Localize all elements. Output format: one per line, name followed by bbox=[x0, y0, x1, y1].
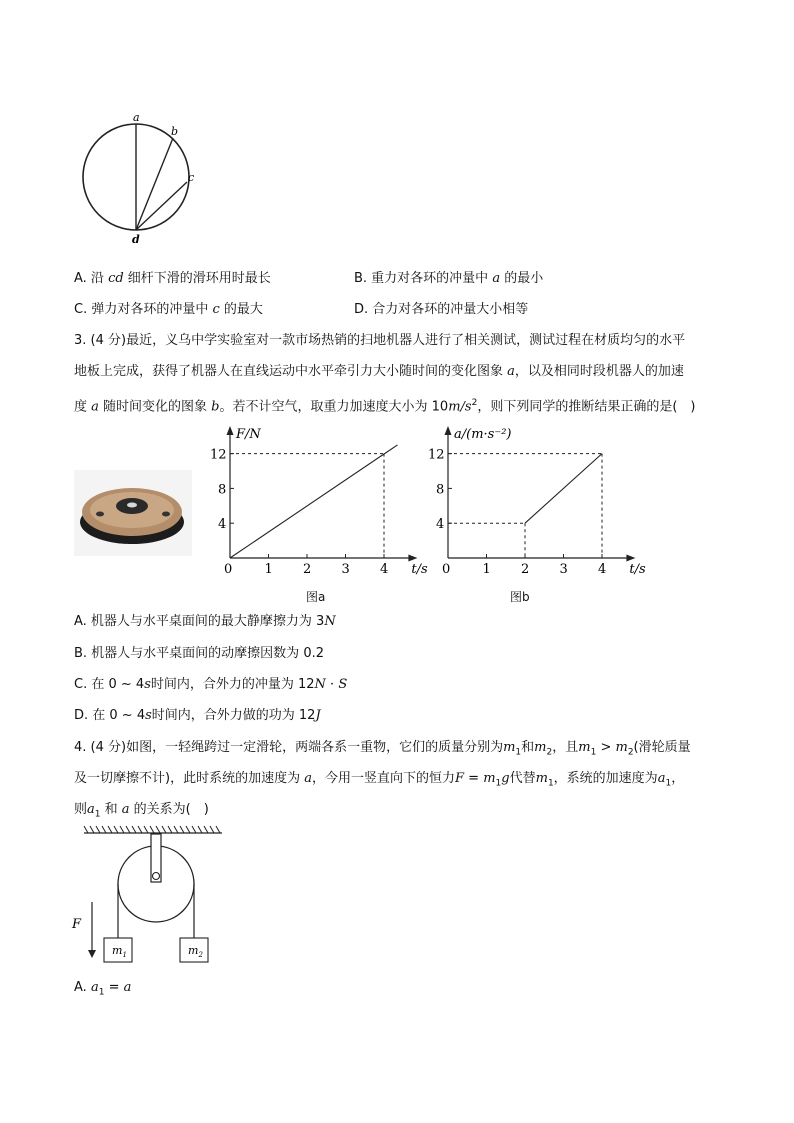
label-b: b bbox=[171, 125, 179, 138]
y-axis-label: a/(m·s⁻²) bbox=[454, 427, 512, 442]
pulley-axle bbox=[153, 873, 160, 880]
y-tick-label: 8 bbox=[218, 482, 227, 498]
q2-option-c[interactable]: C. 弹力对各环的冲量中 c 的最大 bbox=[74, 302, 263, 317]
svg-text:m1: $m_1$ bbox=[112, 944, 127, 959]
y-tick-label: 12 bbox=[428, 447, 445, 463]
ceiling-hatch bbox=[84, 826, 220, 833]
q3-option-b[interactable]: B. 机器人与水平桌面间的动摩擦因数为 0.2 bbox=[74, 646, 324, 661]
q2-option-a[interactable]: A. 沿 cd 细杆下滑的滑环用时最长 bbox=[74, 271, 271, 286]
y-tick-label: 8 bbox=[436, 482, 445, 498]
x-tick-label: 4 bbox=[380, 562, 389, 577]
chart-a-caption: 图a bbox=[306, 590, 326, 604]
x-tick-label: 3 bbox=[559, 562, 568, 577]
accel-line bbox=[525, 454, 602, 524]
robot-vacuum-image bbox=[74, 470, 192, 556]
x-axis-arrow bbox=[408, 555, 417, 562]
label-a: a bbox=[133, 111, 140, 124]
q4-stem-line1: 4. (4 分)如图，一轻绳跨过一定滑轮，两端各系一重物，它们的质量分别为$m_1$和$m_2$，且$m_1 > m_2$(滑轮质量 bbox=[74, 740, 691, 758]
q3-option-c[interactable]: C. 在 0 ~ 4s时间内，合外力的冲量为 12N · S bbox=[74, 677, 348, 692]
x-tick-label: 0 bbox=[442, 562, 451, 577]
label-d: d bbox=[132, 233, 140, 246]
svg-text:m2: $m_2$ bbox=[188, 944, 203, 959]
x-tick-label: 2 bbox=[303, 562, 312, 577]
x-tick-label: 3 bbox=[341, 562, 350, 577]
q3-stem-line2: 地板上完成，获得了机器人在直线运动中水平牵引力大小随时间的变化图象 a，以及相同时段机器人的加速 bbox=[74, 364, 684, 379]
y-tick-label: 12 bbox=[210, 447, 227, 463]
rod-bd bbox=[136, 138, 173, 230]
x-tick-label: 1 bbox=[264, 562, 273, 577]
label-c: c bbox=[188, 171, 195, 184]
circle-incline-figure bbox=[78, 110, 198, 250]
y-tick-label: 4 bbox=[436, 517, 445, 533]
y-axis-arrow bbox=[445, 426, 452, 435]
y-axis-label: F/N bbox=[236, 427, 261, 442]
x-tick-label: 0 bbox=[224, 562, 233, 577]
chart-b-caption: 图b bbox=[510, 590, 530, 604]
force-arrow-head bbox=[88, 950, 96, 958]
q4-stem-line2: 及一切摩擦不计)，此时系统的加速度为 a，今用一竖直向下的恒力$F = m_1g$代替$m_1$，系统的加速度为$a_1$， bbox=[74, 771, 685, 789]
x-axis-arrow bbox=[626, 555, 635, 562]
x-tick-label: 2 bbox=[521, 562, 530, 577]
q2-option-b[interactable]: B. 重力对各环的冲量中 a 的最小 bbox=[354, 271, 544, 286]
x-axis-label: t/s bbox=[411, 562, 428, 577]
x-axis-label: t/s bbox=[629, 562, 646, 577]
q3-stem-line1: 3. (4 分)最近，义乌中学实验室对一款市场热销的扫地机器人进行了相关测试，测试过程在材质均匀的水平 bbox=[74, 333, 686, 348]
x-tick-label: 4 bbox=[598, 562, 607, 577]
q4-stem-line3: 则$a_1$ 和 a 的关系为( ) bbox=[74, 802, 209, 820]
q3-option-a[interactable]: A. 机器人与水平桌面间的最大静摩擦力为 3N bbox=[74, 614, 336, 629]
q2-option-d[interactable]: D. 合力对各环的冲量大小相等 bbox=[354, 302, 529, 317]
q4-option-a[interactable]: A. $a_1 = a$ bbox=[74, 980, 132, 998]
y-tick-label: 4 bbox=[218, 517, 227, 533]
force-label: F bbox=[72, 917, 82, 932]
chart-a-force-time bbox=[200, 420, 428, 585]
q3-option-d[interactable]: D. 在 0 ~ 4s时间内，合外力做的功为 12J bbox=[74, 708, 321, 723]
pulley-figure bbox=[70, 826, 230, 966]
y-axis-arrow bbox=[227, 426, 234, 435]
force-line bbox=[230, 445, 397, 558]
q3-stem-line3: 度 a 随时间变化的图象 b。若不计空气，取重力加速度大小为 $10m/s^2$，则下列同学的推断结果正确的是( ) bbox=[74, 398, 696, 415]
chart-b-acceleration-time bbox=[418, 420, 648, 585]
x-tick-label: 1 bbox=[482, 562, 491, 577]
